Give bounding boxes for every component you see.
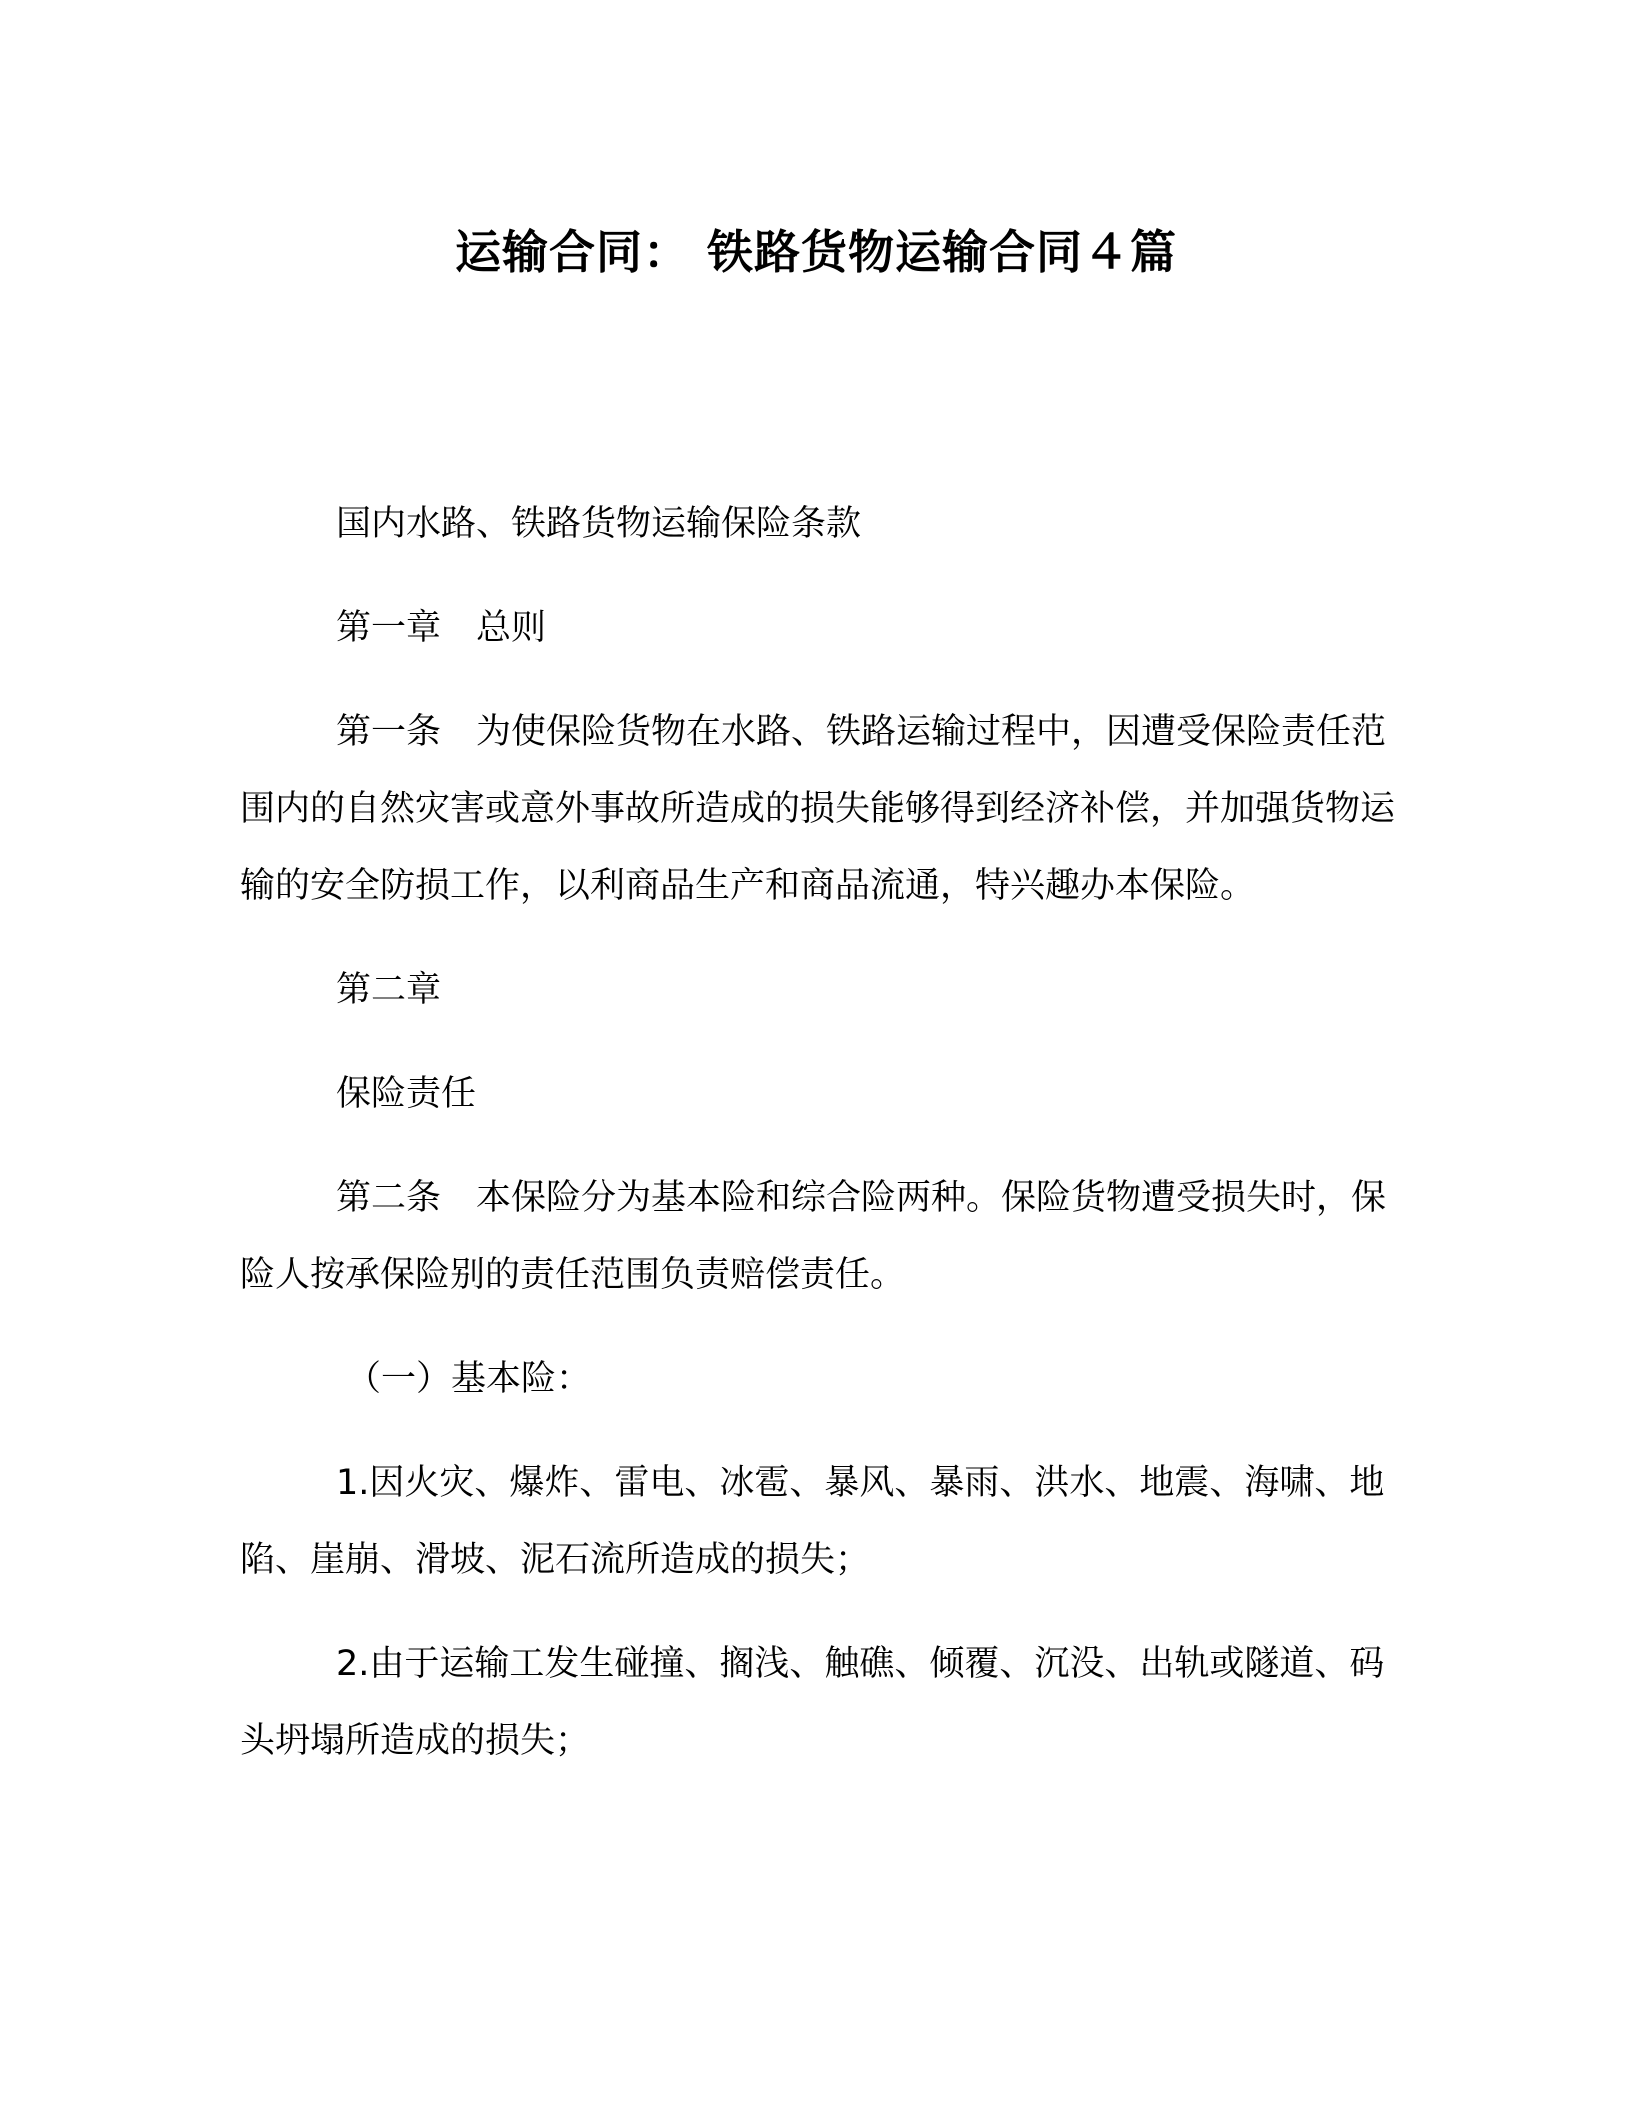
paragraph-clause-title: 国内水路、铁路货物运输保险条款: [336, 504, 862, 544]
paragraph-insurance-liability: 保险责任: [336, 1074, 477, 1114]
document-body: [240, 486, 1400, 1807]
paragraph-article-one: 第一条 为使保险货物在水路、铁路运输过程中，因遭受保险责任范围内的自然灾害或意外事故所造成的损失能够得到经济补偿，并加强货物运输的安全防损工作，以利商品生产和商品流通，特兴趣办本保险。: [240, 712, 1396, 906]
paragraph-item-two: 2.由于运输工发生碰撞、搁浅、触礁、倾覆、沉没、出轨或隧道、码头坍塌所造成的损失；: [240, 1644, 1385, 1761]
paragraph-basic-insurance: （一）基本险：: [346, 1359, 592, 1399]
document-title: 运输合同： 铁路货物运输合同４篇: [454, 225, 1177, 279]
paragraph-item-one: 1.因火灾、爆炸、雷电、冰雹、暴风、暴雨、洪水、地震、海啸、地陷、崖崩、滑坡、泥石流所造成的损失；: [240, 1463, 1385, 1580]
paragraph-chapter-one: 第一章 总则: [336, 608, 547, 648]
paragraph-chapter-two: 第二章: [336, 970, 442, 1010]
paragraph-article-two: 第二条 本保险分为基本险和综合险两种。保险货物遭受损失时，保险人按承保险别的责任范围负责赔偿责任。: [240, 1178, 1387, 1295]
